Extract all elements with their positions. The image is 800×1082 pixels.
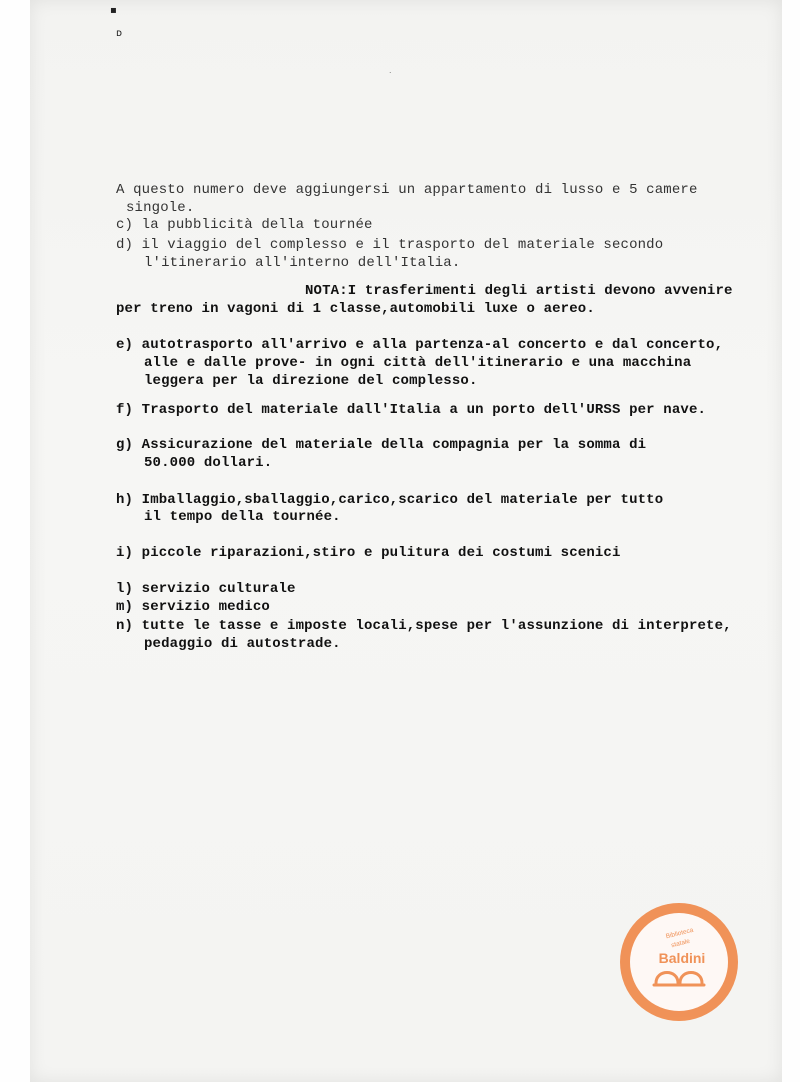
text-line: pedaggio di autostrade. [144,636,341,652]
stamp-line2: statale [670,937,691,950]
text-line: e) autotrasporto all'arrivo e alla partenza-al concerto e dal concerto, [116,337,724,353]
scan-mark: ˙ [388,72,393,82]
stamp-line3: Baldini [658,950,706,966]
text-line: alle e dalle prove- in ogni città dell'itinerario e una macchina [144,355,692,371]
text-line: i) piccole riparazioni,stiro e pulitura dei costumi scenici [116,545,621,561]
text-line: f) Trasporto del materiale dall'Italia a un porto dell'URSS per nave. [116,402,707,418]
text-line: c) la pubblicità della tournée [116,217,373,233]
library-stamp-logo [620,903,738,1021]
text-line: l) servizio culturale [116,581,296,597]
text-line: NOTA:I trasferimenti degli artisti devono avvenire [305,283,733,299]
text-line: d) il viaggio del complesso e il trasporto del materiale secondo [116,237,664,253]
text-line: g) Assicurazione del materiale della compagnia per la somma di [116,437,647,453]
scan-mark: ᴅ [116,28,123,39]
text-line: h) Imballaggio,sballaggio,carico,scarico del materiale per tutto [116,492,664,508]
text-line: n) tutte le tasse e imposte locali,spese per l'assunzione di interprete, [116,618,732,634]
text-line: leggera per la direzione del complesso. [144,373,478,389]
text-line: 50.000 dollari. [144,455,273,471]
text-line: m) servizio medico [116,599,270,615]
text-line: l'itinerario all'interno dell'Italia. [144,255,461,271]
text-line: singole. [126,200,195,216]
scan-mark: ▪ [110,5,117,16]
stamp-graphic [620,903,738,1021]
text-line: A questo numero deve aggiungersi un appartamento di lusso e 5 camere [116,182,698,198]
text-line: per treno in vagoni di 1 classe,automobili luxe o aereo. [116,301,595,317]
stamp-line1: Biblioteca [665,926,695,941]
text-line: il tempo della tournée. [144,509,341,525]
